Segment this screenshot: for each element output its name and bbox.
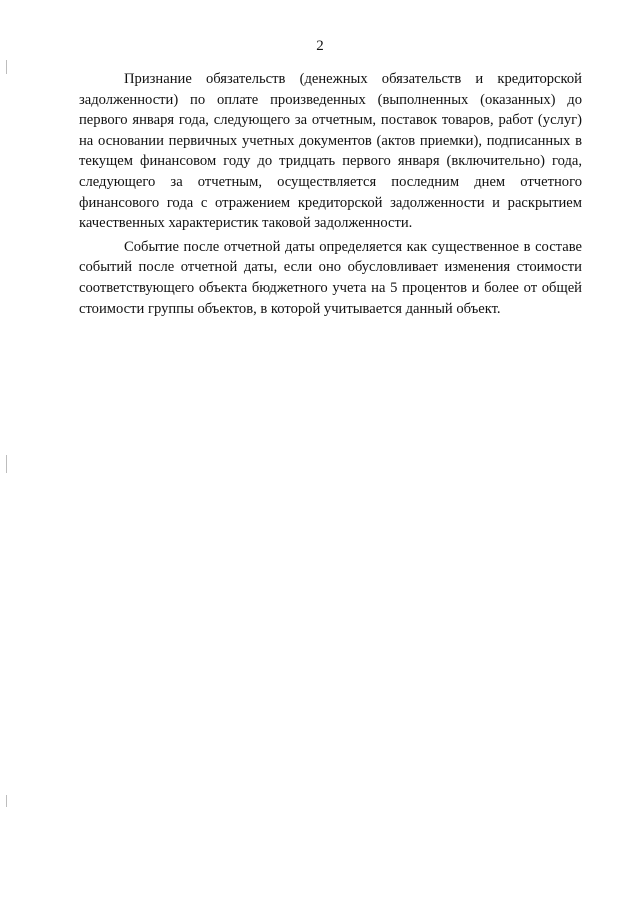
- scan-edge-mark: [6, 60, 7, 74]
- scan-edge-mark: [6, 795, 7, 807]
- scan-edge-mark: [6, 455, 7, 473]
- document-body: [79, 69, 582, 319]
- page-number: 2: [316, 38, 324, 54]
- paragraph-liabilities-recognition: Признание обязательств (денежных обязательств и кредиторской задолженности) по оплате произведенных (выполненных (оказанных) до первого января года, следующего за отчетным, поставок товаров, работ (услуг) на основании первичных учетных документов (актов приемки), подписанных в текущем финансовом году до тридцать первого января (включительно) года, следующего за отчетным, осуществляется последним днем отчетного финансового года с отражением кредиторской задолженности и раскрытием качественных характеристик таковой задолженности.: [79, 71, 582, 232]
- paragraph-subsequent-event: Событие после отчетной даты определяется как существенное в составе событий после отчетной даты, если оно обусловливает изменения стоимости соответствующего объекта бюджетного учета на 5 процентов и более от общей стоимости группы объектов, в которой учитывается данный объект.: [79, 238, 582, 317]
